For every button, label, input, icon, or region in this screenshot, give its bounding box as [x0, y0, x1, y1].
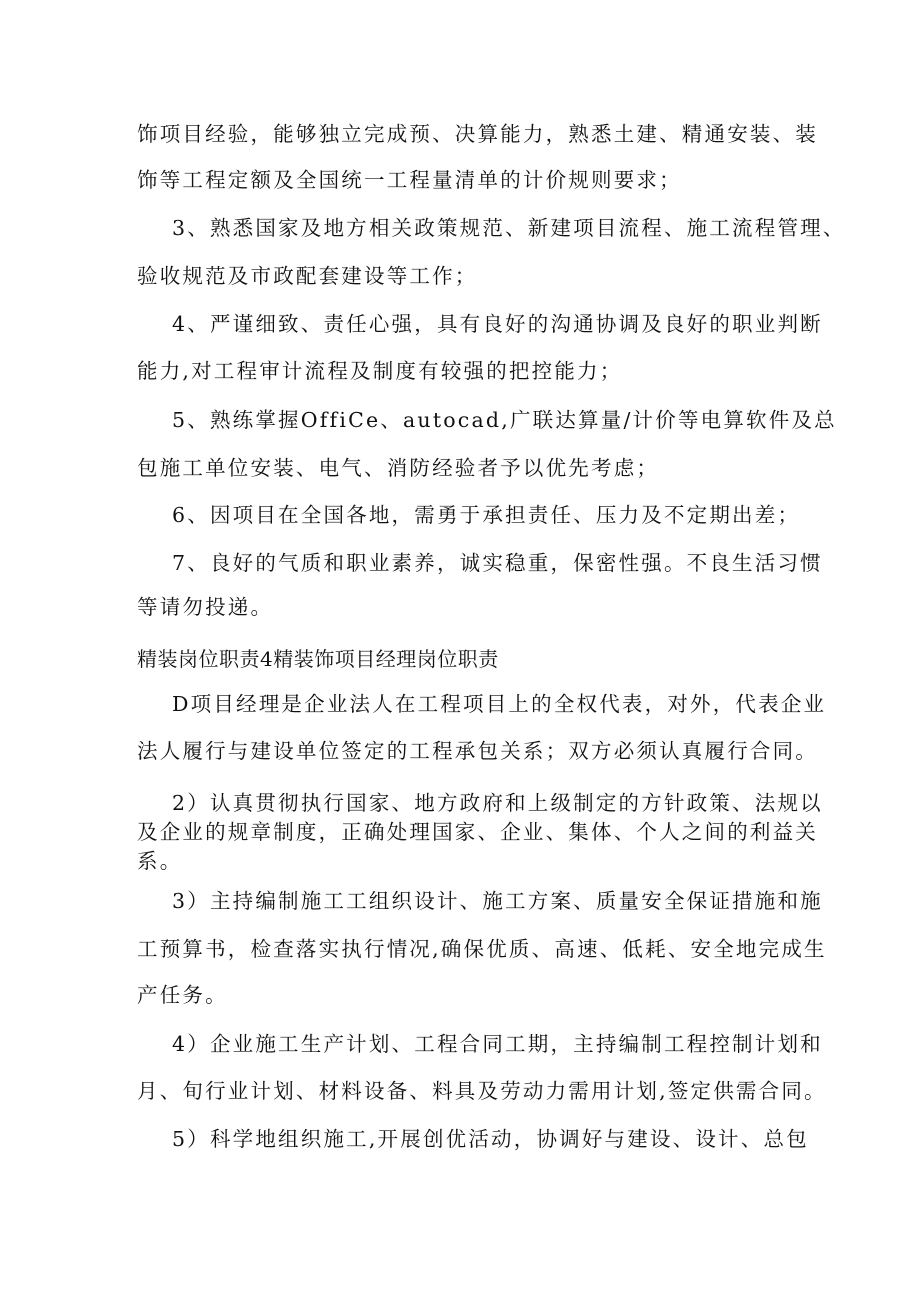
list-item-4: 4、严谨细致、责任心强，具有良好的沟通协调及良好的职业判断 [172, 312, 823, 336]
text-line: 法人履行与建设单位签定的工程承包关系；双方必须认真履行合同。 [137, 739, 818, 763]
list-item-3: 3、熟悉国家及地方相关政策规范、新建项目流程、施工流程管理、 [172, 216, 846, 240]
paragraph-line: D项目经理是企业法人在工程项目上的全权代表，对外，代表企业 [172, 692, 827, 716]
text-line: 月、旬行业计划、材料设备、料具及劳动力需用计划,签定供需合同。 [137, 1079, 827, 1103]
text-line: 等请勿投递。 [137, 595, 274, 619]
text-line: 包施工单位安装、电气、消防经验者予以优先考虑； [137, 456, 660, 480]
list-item-2: 2）认真贯彻执行国家、地方政府和上级制定的方针政策、法规以 [172, 791, 823, 815]
list-item-6: 6、因项目在全国各地，需勇于承担责任、压力及不定期出差； [172, 503, 801, 527]
list-item-7: 7、良好的气质和职业素养，诚实稳重，保密性强。不良生活习惯 [172, 551, 823, 575]
list-item-5: 5、熟练掌握OffiCe、autocad,广联达算量/计价等电算软件及总 [172, 408, 837, 432]
list-item-3b: 3）主持编制施工工组织设计、施工方案、质量安全保证措施和施 [172, 889, 823, 913]
list-item-5b: 5）科学地组织施工,开展创优活动，协调好与建设、设计、总包 [172, 1127, 809, 1151]
text-line: 及企业的规章制度，正确处理国家、企业、集体、个人之间的利益关 [137, 820, 818, 844]
text-line: 饰项目经验，能够独立完成预、决算能力，熟悉土建、精通安装、装 [137, 122, 818, 146]
text-line: 能力,对工程审计流程及制度有较强的把控能力； [137, 359, 623, 383]
text-line: 系。 [137, 849, 183, 873]
list-item-4b: 4）企业施工生产计划、工程合同工期，主持编制工程控制计划和 [172, 1032, 823, 1056]
text-line: 饰等工程定额及全国统一工程量清单的计价规则要求； [137, 168, 682, 192]
text-line: 工预算书，检查落实执行情况,确保优质、高速、低耗、安全地完成生 [137, 937, 827, 961]
text-line: 验收规范及市政配套建设等工作； [137, 264, 478, 288]
text-line: 产任务。 [137, 983, 228, 1007]
section-heading: 精装岗位职责4精装饰项目经理岗位职责 [137, 647, 499, 671]
